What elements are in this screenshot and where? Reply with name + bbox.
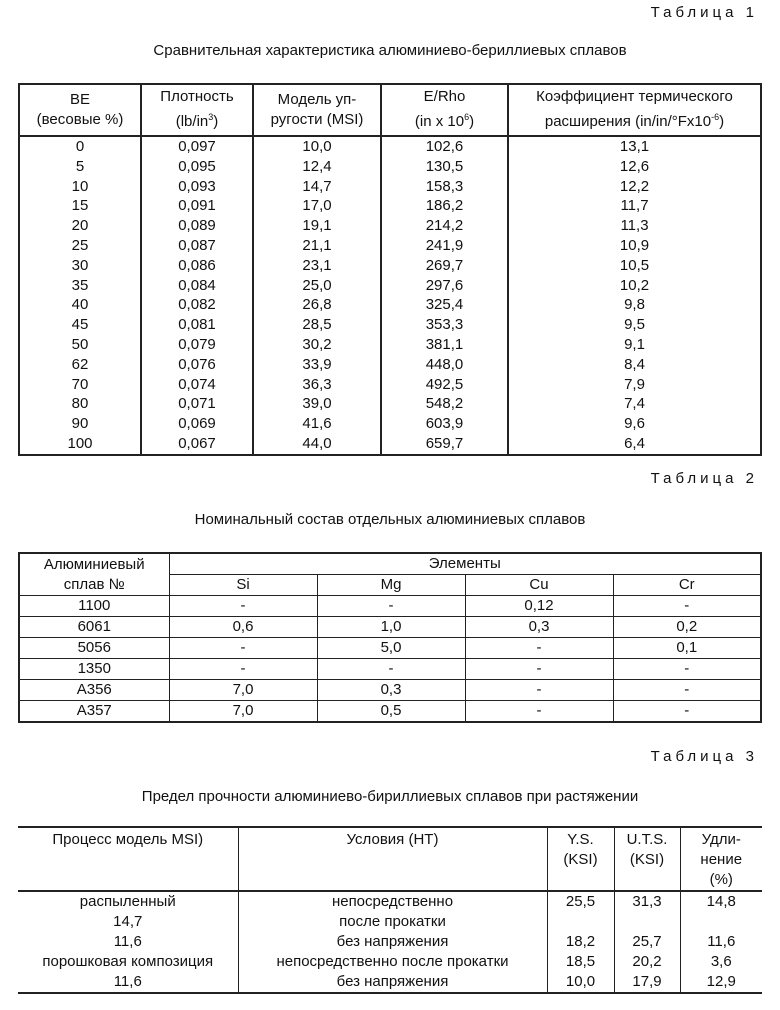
table-cell: 353,3 [381, 315, 508, 335]
table-cell: A357 [19, 701, 169, 723]
table-cell: 100 [67, 434, 93, 452]
table-cell: 10 [71, 177, 89, 195]
table-cell: 80 [71, 395, 89, 413]
table-cell: 8,4 [508, 355, 761, 375]
table1 [18, 83, 762, 456]
header-text: Условия (HT) [346, 831, 439, 848]
table-cell: 19,1 [253, 216, 381, 236]
header-text: (KSI) [629, 851, 665, 868]
table-cell: 1,0 [317, 617, 465, 638]
table-row [19, 295, 761, 315]
header-text: (весовые %) [36, 110, 124, 128]
table-row [19, 375, 761, 395]
column-header [253, 84, 381, 136]
table2 [18, 552, 762, 723]
table-cell [547, 912, 614, 932]
table-cell: 0,091 [141, 196, 253, 216]
table2-label: Таблица 2 [650, 470, 758, 487]
column-header [508, 84, 761, 136]
table-cell: 6061 [19, 617, 169, 638]
table-cell: 7,0 [169, 701, 317, 723]
table-cell: 17,0 [253, 196, 381, 216]
table-cell: без напряжения [238, 932, 547, 952]
table-cell: 12,9 [680, 972, 762, 993]
header-text: ) [719, 113, 725, 130]
table-cell: 30 [71, 256, 89, 274]
table-cell: 0,069 [141, 414, 253, 434]
table-cell: 5056 [19, 638, 169, 659]
table-cell: 0,081 [141, 315, 253, 335]
table-cell: - [613, 659, 761, 680]
header-text: Коэффициент термического [536, 88, 733, 105]
table-row [19, 157, 761, 177]
table-row [18, 972, 762, 993]
table3-title: Предел прочности алюминиево-бириллиевых сплавов при растяжении [141, 788, 639, 805]
table-cell: 10,2 [508, 276, 761, 296]
table-cell: 9,6 [508, 414, 761, 434]
table-cell: 269,7 [381, 256, 508, 276]
column-header [141, 84, 253, 136]
table-row [18, 952, 762, 972]
header-text: Алюминиевый [43, 555, 145, 573]
table-row [19, 136, 761, 157]
column-header [381, 84, 508, 136]
table-cell: - [465, 680, 613, 701]
column-header [19, 84, 141, 136]
table-cell: 0,2 [613, 617, 761, 638]
header-text: Процесс модель MSI) [52, 831, 204, 848]
table3-label: Таблица 3 [650, 748, 758, 765]
table-cell: 11,7 [508, 196, 761, 216]
table-cell: 25,5 [547, 891, 614, 912]
table-cell [680, 912, 762, 932]
table-cell: 10,0 [547, 972, 614, 993]
header-superscript: 3 [208, 112, 214, 122]
table-cell: 44,0 [253, 434, 381, 455]
table-cell: 0,6 [169, 617, 317, 638]
table-cell: 23,1 [253, 256, 381, 276]
table-cell: 62 [71, 355, 89, 373]
table-cell: 25,7 [614, 932, 680, 952]
table-row [19, 196, 761, 216]
table-cell: - [169, 638, 317, 659]
table-cell: 12,4 [253, 157, 381, 177]
table-cell: 9,8 [508, 295, 761, 315]
table-cell: 0,095 [141, 157, 253, 177]
table3 [18, 826, 762, 994]
elements-header: Элементы [169, 553, 761, 575]
header-superscript: -6 [711, 112, 720, 122]
table-cell: 10,0 [253, 136, 381, 157]
table-cell: 325,4 [381, 295, 508, 315]
table-cell: 12,2 [508, 177, 761, 197]
table-row [18, 912, 762, 932]
column-header [238, 827, 547, 891]
table-cell: 492,5 [381, 375, 508, 395]
table-cell: 39,0 [253, 394, 381, 414]
column-header [547, 827, 614, 891]
table-row [19, 236, 761, 256]
table-cell: 1350 [19, 659, 169, 680]
table2-title: Номинальный состав отдельных алюминиевых сплавов [194, 511, 586, 528]
table-cell: 20 [71, 217, 89, 235]
table-cell: - [465, 701, 613, 723]
table-row [18, 891, 762, 912]
element-header: Cu [465, 575, 613, 596]
table1-label: Таблица 1 [650, 4, 758, 21]
table-cell: 90 [71, 415, 89, 433]
table-cell: 448,0 [381, 355, 508, 375]
table-cell: 10,5 [508, 256, 761, 276]
table-cell: 0,086 [141, 256, 253, 276]
column-header [680, 827, 762, 891]
table-cell: 0,082 [141, 295, 253, 315]
table-cell: 36,3 [253, 375, 381, 395]
element-header: Si [169, 575, 317, 596]
table-cell: 548,2 [381, 394, 508, 414]
table-cell: 11,3 [508, 216, 761, 236]
header-text: расширения (in/in/°Fx10 [544, 113, 712, 130]
table-cell: 5,0 [317, 638, 465, 659]
header-text: (KSI) [563, 851, 598, 868]
table-cell: - [317, 596, 465, 617]
header-text: Y.S. [567, 831, 594, 848]
table-cell: 18,5 [547, 952, 614, 972]
table-cell: - [465, 638, 613, 659]
table-cell: 0,089 [141, 216, 253, 236]
table-row [19, 276, 761, 296]
header-text: (lb/in [175, 113, 209, 130]
table-row [18, 932, 762, 952]
table-cell: 35 [71, 276, 89, 294]
table-cell: A356 [19, 680, 169, 701]
table-cell: - [169, 659, 317, 680]
table-row [19, 701, 761, 723]
table-row [19, 596, 761, 617]
table-cell [614, 912, 680, 932]
table-cell: 7,0 [169, 680, 317, 701]
header-text: ругости (MSI) [270, 110, 364, 128]
table-cell: непосредственно [238, 891, 547, 912]
table-cell: 0,5 [317, 701, 465, 723]
table-cell: 603,9 [381, 414, 508, 434]
table-cell: 10,9 [508, 236, 761, 256]
table-cell: 18,2 [547, 932, 614, 952]
table-cell: распыленный [79, 893, 176, 910]
table-cell: 28,5 [253, 315, 381, 335]
table-row [19, 177, 761, 197]
table-cell: 0,3 [465, 617, 613, 638]
table-cell: 17,9 [614, 972, 680, 993]
table-row [19, 638, 761, 659]
table-cell: 9,1 [508, 335, 761, 355]
table-cell: 659,7 [381, 434, 508, 455]
header-text: E/Rho [423, 88, 466, 105]
header-text: ) [469, 113, 475, 130]
table-cell: - [613, 680, 761, 701]
table-cell: 13,1 [508, 136, 761, 157]
table-cell: порошковая композиция [42, 953, 214, 970]
table-row [19, 216, 761, 236]
table-cell: 9,5 [508, 315, 761, 335]
table-row [19, 335, 761, 355]
table-cell: 14,7 [253, 177, 381, 197]
table-cell: 26,8 [253, 295, 381, 315]
table-cell: непосредственно после прокатки [238, 952, 547, 972]
table-cell: 0,071 [141, 394, 253, 414]
table-cell: 0,084 [141, 276, 253, 296]
table-row [19, 659, 761, 680]
table-cell: 50 [71, 335, 89, 353]
table-row [19, 315, 761, 335]
table-cell: 15 [71, 197, 89, 215]
table-cell: 0,087 [141, 236, 253, 256]
table-cell: 1100 [19, 596, 169, 617]
table-cell: - [169, 596, 317, 617]
table-cell: 0,1 [613, 638, 761, 659]
table-cell: без напряжения [238, 972, 547, 993]
table-cell: 0,097 [141, 136, 253, 157]
alloy-header [19, 553, 169, 596]
table-cell: 241,9 [381, 236, 508, 256]
table-cell: 45 [71, 316, 89, 334]
element-header: Cr [613, 575, 761, 596]
table-cell: 11,6 [680, 932, 762, 952]
table-cell: 7,9 [508, 375, 761, 395]
table-row [19, 256, 761, 276]
table-row [19, 434, 761, 455]
table-row [19, 355, 761, 375]
table-cell: 30,2 [253, 335, 381, 355]
table1-title: Сравнительная характеристика алюминиево-бериллиевых сплавов [153, 42, 627, 59]
table-cell: 130,5 [381, 157, 508, 177]
table-cell: 70 [71, 375, 89, 393]
table-row [19, 680, 761, 701]
table-cell: 0,093 [141, 177, 253, 197]
header-text: ) [213, 113, 219, 130]
table-cell: 0,076 [141, 355, 253, 375]
table-cell: 6,4 [508, 434, 761, 455]
header-superscript: 6 [464, 112, 470, 122]
table-cell: 0,079 [141, 335, 253, 355]
table-cell: 0,3 [317, 680, 465, 701]
table-row [19, 617, 761, 638]
table-cell: 11,6 [113, 973, 142, 990]
header-text: нение [700, 851, 743, 868]
table-cell: 186,2 [381, 196, 508, 216]
header-text: сплав № [63, 575, 125, 593]
table-cell: - [465, 659, 613, 680]
column-header [614, 827, 680, 891]
header-text: Удли- [701, 831, 741, 848]
header-text: (%) [709, 871, 733, 888]
table-cell: 5 [75, 157, 85, 175]
table-cell: 11,6 [113, 933, 142, 950]
header-text: BE [69, 90, 90, 108]
table-cell: 0,12 [465, 596, 613, 617]
table-cell: 14,7 [113, 913, 143, 930]
table-cell: 40 [71, 296, 89, 314]
table-cell: 25 [71, 236, 89, 254]
table-cell: 3,6 [680, 952, 762, 972]
table-cell: 41,6 [253, 414, 381, 434]
table-cell: 14,8 [680, 891, 762, 912]
table-cell: 158,3 [381, 177, 508, 197]
table-cell: - [613, 596, 761, 617]
table-row [19, 414, 761, 434]
table-cell: 12,6 [508, 157, 761, 177]
table-row [19, 394, 761, 414]
table-cell: 0,074 [141, 375, 253, 395]
table-cell: 25,0 [253, 276, 381, 296]
table-cell: 214,2 [381, 216, 508, 236]
header-text: Модель уп- [277, 90, 357, 108]
table-cell: 33,9 [253, 355, 381, 375]
header-text: (in x 10 [414, 113, 465, 130]
table-cell: 7,4 [508, 394, 761, 414]
table-cell: - [317, 659, 465, 680]
element-header: Mg [317, 575, 465, 596]
table-cell: после прокатки [238, 912, 547, 932]
table-cell: 297,6 [381, 276, 508, 296]
table-cell: 0,067 [141, 434, 253, 455]
table-cell: 21,1 [253, 236, 381, 256]
table-cell: 20,2 [614, 952, 680, 972]
table-cell: - [613, 701, 761, 723]
table-cell: 381,1 [381, 335, 508, 355]
column-header [18, 827, 238, 891]
table-cell: 0 [75, 138, 85, 155]
table-cell: 102,6 [381, 136, 508, 157]
header-text: Плотность [160, 88, 234, 105]
table-cell: 31,3 [614, 891, 680, 912]
header-text: U.T.S. [626, 831, 668, 848]
